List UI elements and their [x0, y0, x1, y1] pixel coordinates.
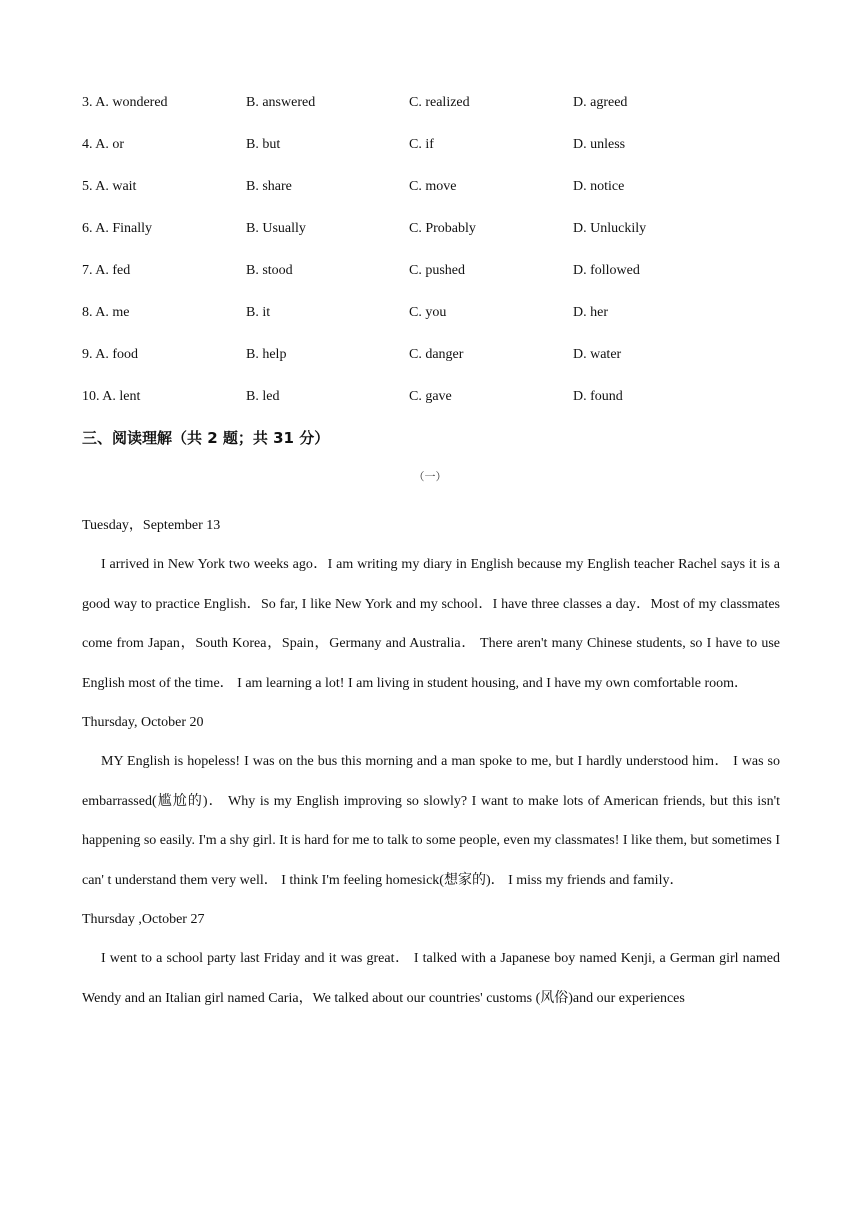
option-row — [82, 134, 782, 176]
option-b: B. but — [246, 137, 281, 152]
section-heading: 三、阅读理解（共 2 题；共 31 分） — [82, 429, 330, 447]
option-c: C. if — [409, 137, 434, 152]
option-row — [82, 302, 782, 344]
entry-date: Tuesday，September 13 — [82, 518, 221, 533]
option-b: B. answered — [246, 95, 316, 110]
passage-number: （一） — [413, 470, 447, 483]
entry-text: I went to a school party last Friday and it was great． I talked with a Japanese boy named Kenji, a German girl named Wendy and an Italian girl named Caria，We talked about our countries' customs (风俗)and our experiences — [82, 951, 780, 1006]
entry-date: Thursday ,October 27 — [82, 912, 205, 928]
option-row — [82, 386, 782, 428]
option-d: D. unless — [573, 137, 626, 152]
option-d: D. followed — [573, 263, 640, 278]
option-row — [82, 260, 782, 302]
entry-text: MY English is hopeless! I was on the bus this morning and a man spoke to me, but I hardly understood him． I was so embarrassed(尴尬的)． Why is my English improving so slowly? I want to make lots of American friends, but this isn't happening so easily. I'm a shy girl. It is hard for me to talk to some people, even my classmates! I like them, but sometimes I can' t understand them very well． I think I'm feeling homesick(想家的)． I miss my friends and family． — [82, 754, 780, 888]
option-row — [82, 92, 782, 134]
option-d: D. found — [573, 389, 623, 404]
option-b: B. it — [246, 305, 271, 320]
option-c: C. Probably — [409, 221, 476, 236]
entry-date: Thursday, October 20 — [82, 715, 204, 731]
option-c: C. realized — [409, 95, 470, 110]
option-b: B. help — [246, 347, 287, 362]
option-a: 6. A. Finally — [82, 221, 153, 236]
option-d: D. her — [573, 305, 608, 320]
option-a: 10. A. lent — [82, 389, 141, 404]
option-c: C. you — [409, 305, 447, 320]
option-d: D. Unluckily — [573, 221, 647, 236]
option-a: 3. A. wondered — [82, 95, 168, 110]
option-c: C. pushed — [409, 263, 465, 278]
option-a: 5. A. wait — [82, 179, 137, 194]
option-b: B. share — [246, 179, 292, 194]
option-b: B. Usually — [246, 221, 306, 236]
diary-passage — [82, 506, 780, 1018]
option-a: 7. A. fed — [82, 263, 131, 278]
option-a: 8. A. me — [82, 305, 130, 320]
choice-options — [82, 92, 782, 428]
option-d: D. water — [573, 347, 622, 362]
option-row — [82, 344, 782, 386]
option-c: C. gave — [409, 389, 452, 404]
option-c: C. move — [409, 179, 457, 194]
option-a: 9. A. food — [82, 347, 138, 362]
option-row — [82, 218, 782, 260]
option-b: B. led — [246, 389, 280, 404]
option-a: 4. A. or — [82, 137, 124, 152]
option-d: D. agreed — [573, 95, 628, 110]
option-c: C. danger — [409, 347, 464, 362]
entry-text: I arrived in New York two weeks ago．I am writing my diary in English because my English teacher Rachel says it is a good way to practice English．So far, I like New York and my school．I have three classes a day．Most of my classmates come from Japan，South Korea，Spain，Germany and Australia． There aren't many Chinese students, so I have to use English most of the time． I am learning a lot! I am living in student housing, and I have my own comfortable room． — [82, 557, 780, 691]
option-d: D. notice — [573, 179, 625, 194]
option-row — [82, 176, 782, 218]
option-b: B. stood — [246, 263, 293, 278]
